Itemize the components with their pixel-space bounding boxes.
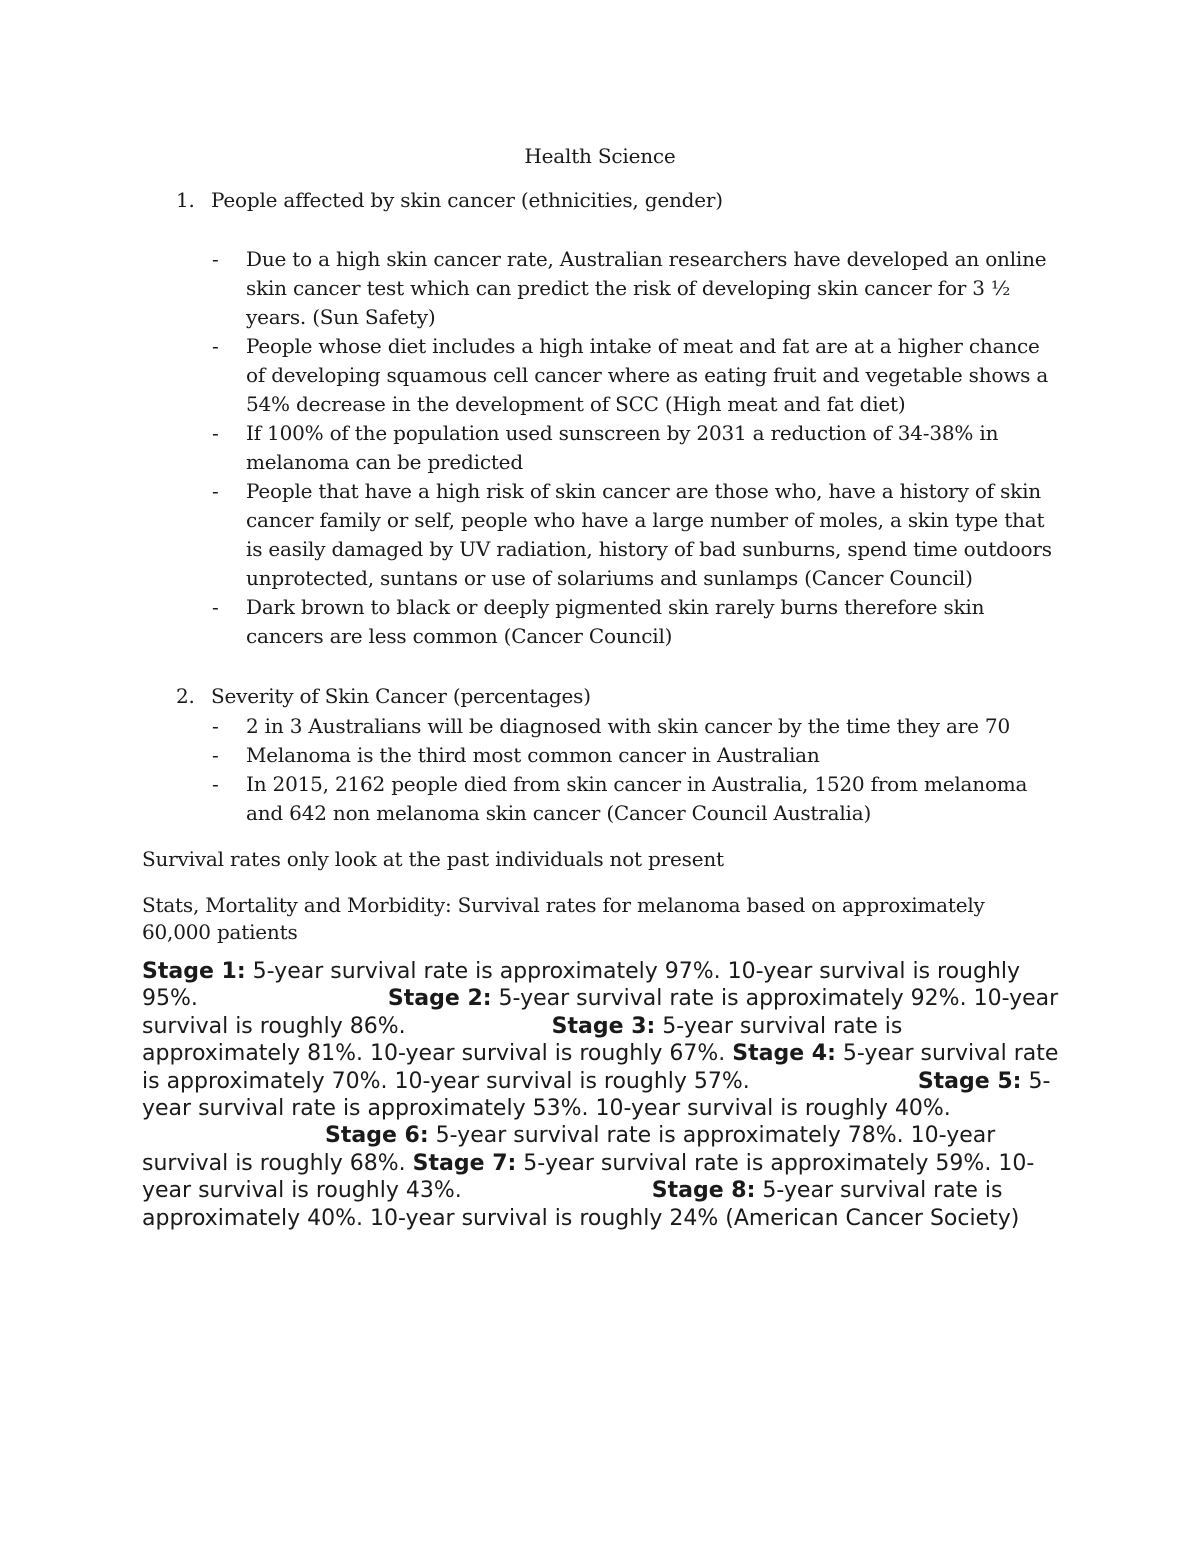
- section-1-number: 1.: [176, 188, 195, 212]
- section-1-heading: [176, 186, 1076, 215]
- stage-label: Stage 7:: [412, 1150, 517, 1176]
- stage-text: 5-year survival rate is approximately 81%. 10-year survival is roughly 67%.: [142, 1013, 903, 1067]
- list-item-text: If 100% of the population used sunscreen by 2031 a reduction of 34-38% in melanoma can be predicted: [246, 421, 999, 474]
- list-item: [210, 593, 1060, 651]
- stage-label: Stage 6:: [325, 1123, 429, 1149]
- stage-survival-paragraph: [142, 958, 1067, 1232]
- section-2-bullet-list: [210, 712, 1060, 828]
- bullet-dash: -: [212, 334, 219, 358]
- stage-text: 5-year survival rate is approximately 78%. 10-year survival is roughly 68%.: [142, 1123, 996, 1176]
- list-item: [210, 245, 1060, 332]
- stage-label: Stage 8:: [651, 1178, 756, 1204]
- survival-rates-note: Survival rates only look at the past individuals not present: [142, 847, 724, 871]
- list-item: [210, 741, 1060, 770]
- stage-text: 5-year survival rate is approximately 97%. 10-year survival is roughly 95%.: [142, 959, 1021, 1012]
- list-item: [210, 477, 1060, 593]
- list-item-text: Melanoma is the third most common cancer in Australian: [246, 743, 820, 767]
- list-item-text: Due to a high skin cancer rate, Australian researchers have developed an online skin cancer test which can predict the risk of developing skin cancer for 3 ½ years. (Sun Safety): [246, 247, 1047, 329]
- stage-text: 5-year survival rate is approximately 59%. 10-year survival is roughly 43%.: [142, 1150, 1035, 1204]
- stage-text: 5-year survival rate is approximately 53%. 10-year survival is roughly 40%.: [142, 1068, 1051, 1122]
- bullet-dash: -: [212, 743, 219, 767]
- stage-label: Stage 3:: [551, 1013, 656, 1039]
- stage-text: 5-year survival rate is approximately 70%. 10-year survival is roughly 57%.: [142, 1041, 1059, 1094]
- stage-label: Stage 4:: [732, 1041, 836, 1067]
- list-item-text: 2 in 3 Australians will be diagnosed with skin cancer by the time they are 70: [246, 714, 1010, 738]
- bullet-dash: -: [212, 714, 219, 738]
- list-item: [210, 770, 1060, 828]
- stage-label: Stage 5:: [917, 1068, 1022, 1094]
- stage-text: 5-year survival rate is approximately 92%. 10-year survival is roughly 86%.: [142, 986, 1059, 1039]
- list-item-text: People whose diet includes a high intake of meat and fat are at a higher chance of developing squamous cell cancer where as eating fruit and vegetable shows a 54% decrease in the development of SCC (High meat and fat diet): [246, 334, 1049, 416]
- stats-intro-paragraph: Stats, Mortality and Morbidity: Survival rates for melanoma based on approximately 60,000 patients: [142, 893, 985, 944]
- stage-label: Stage 2:: [387, 986, 492, 1012]
- section-2-heading-text: Severity of Skin Cancer (percentages): [211, 684, 591, 708]
- list-item: [210, 419, 1060, 477]
- bullet-dash: -: [212, 595, 219, 619]
- bullet-dash: -: [212, 479, 219, 503]
- list-item: [210, 332, 1060, 419]
- bullet-dash: -: [212, 421, 219, 445]
- section-1-heading-text: People affected by skin cancer (ethnicities, gender): [211, 188, 723, 212]
- stage-label: Stage 1:: [142, 959, 246, 984]
- list-item-text: Dark brown to black or deeply pigmented skin rarely burns therefore skin cancers are less common (Cancer Council): [246, 595, 985, 648]
- page-title: Health Science: [524, 144, 676, 168]
- list-item-text: People that have a high risk of skin cancer are those who, have a history of skin cancer family or self, people who have a large number of moles, a skin type that is easily damaged by UV radiation, history of bad sunburns, spend time outdoors unprotected, suntans or use of solariums and sunlamps (Cancer Council): [246, 479, 1052, 590]
- list-item-text: In 2015, 2162 people died from skin cancer in Australia, 1520 from melanoma and 642 non melanoma skin cancer (Cancer Council Australia): [246, 772, 1028, 825]
- stage-text: 5-year survival rate is approximately 40%. 10-year survival is roughly 24% (American Cancer Society): [142, 1178, 1020, 1231]
- bullet-dash: -: [212, 247, 219, 271]
- section-2-heading: [176, 682, 1076, 711]
- section-2-number: 2.: [176, 684, 195, 708]
- bullet-dash: -: [212, 772, 219, 796]
- list-item: [210, 712, 1060, 741]
- section-1-bullet-list: [210, 245, 1060, 651]
